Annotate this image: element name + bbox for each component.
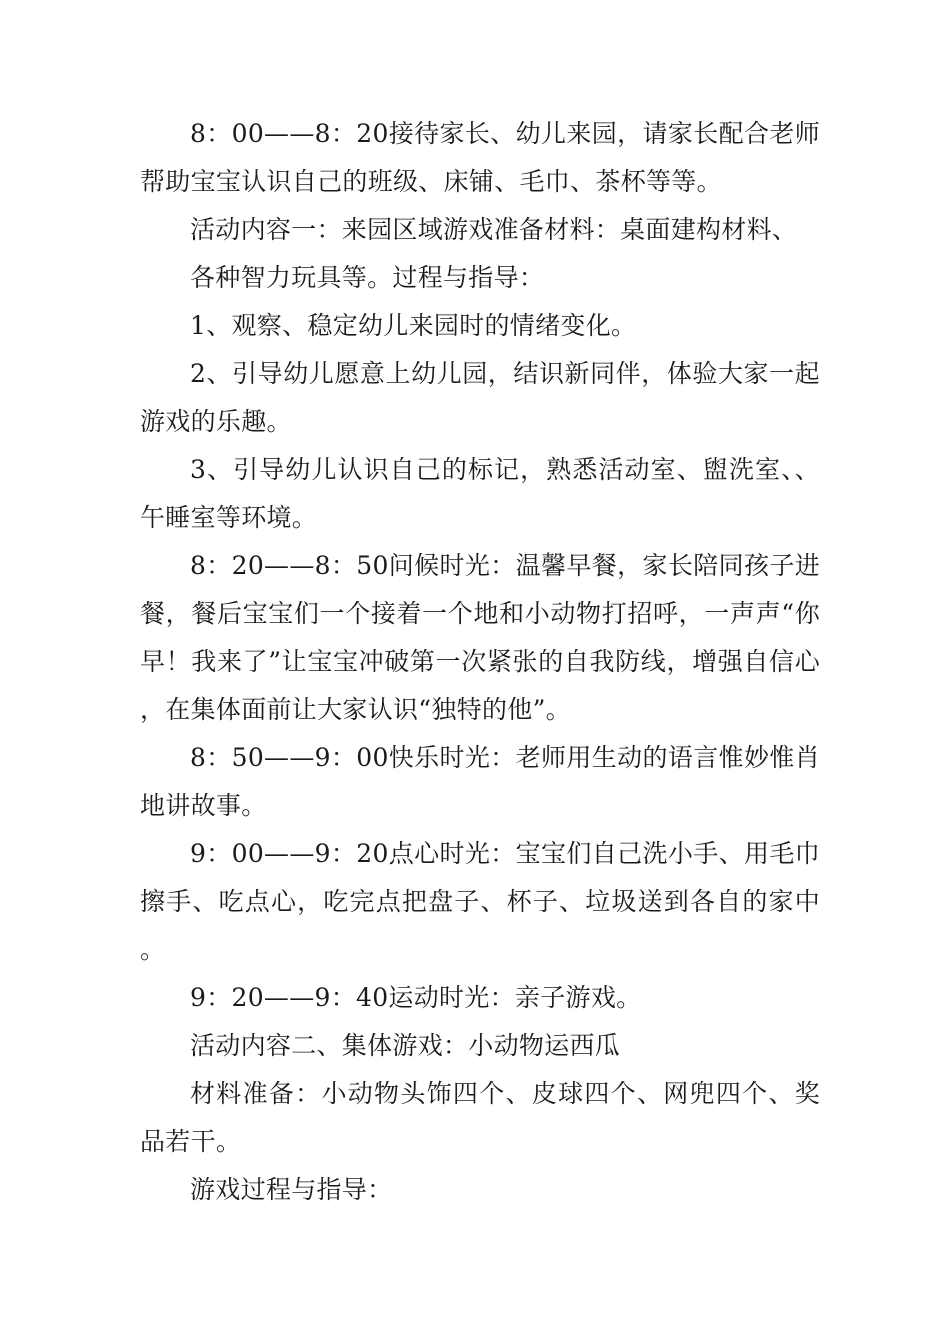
paragraph-step-3: 3、引导幼儿认识自己的标记，熟悉活动室、盥洗室、、午睡室等环境。 [140, 455, 820, 532]
paragraph-greeting-time: 8：20——8：50问候时光：温馨早餐，家长陪同孩子进餐，餐后宝宝们一个接着一个地和小动物打招呼，一声声“你早！我来了”让宝宝冲破第一次紧张的自我防线，增强自信心，在集体面前让大家认识“独特的他”。 [140, 551, 820, 724]
paragraph-snack-time: 9：00——9：20点心时光：宝宝们自己洗小手、用毛巾擦手、吃点心，吃完点把盘子、杯子、垃圾送到各自的家中。 [140, 839, 820, 964]
paragraph-step-1: 1、观察、稳定幼儿来园时的情绪变化。 [190, 311, 637, 340]
paragraph-material-prep: 材料准备：小动物头饰四个、皮球四个、网兜四个、奖品若干。 [140, 1079, 820, 1156]
paragraph-activity-one: 活动内容一：来园区域游戏准备材料：桌面建构材料、 [190, 215, 798, 244]
paragraph-step-2: 2、引导幼儿愿意上幼儿园，结识新同伴，体验大家一起游戏的乐趣。 [140, 359, 820, 436]
document-body [140, 110, 820, 1214]
paragraph-exercise-time: 9：20——9：40运动时光：亲子游戏。 [190, 983, 642, 1012]
paragraph-game-process: 游戏过程与指导： [190, 1175, 393, 1204]
paragraph-materials-guidance: 各种智力玩具等。过程与指导： [190, 263, 545, 292]
paragraph-reception: 8：00——8：20接待家长、幼儿来园，请家长配合老师帮助宝宝认识自己的班级、床铺、毛巾、茶杯等等。 [140, 119, 820, 196]
paragraph-activity-two: 活动内容二、集体游戏：小动物运西瓜 [190, 1031, 621, 1060]
paragraph-happy-time: 8：50——9：00快乐时光：老师用生动的语言惟妙惟肖地讲故事。 [140, 743, 820, 820]
